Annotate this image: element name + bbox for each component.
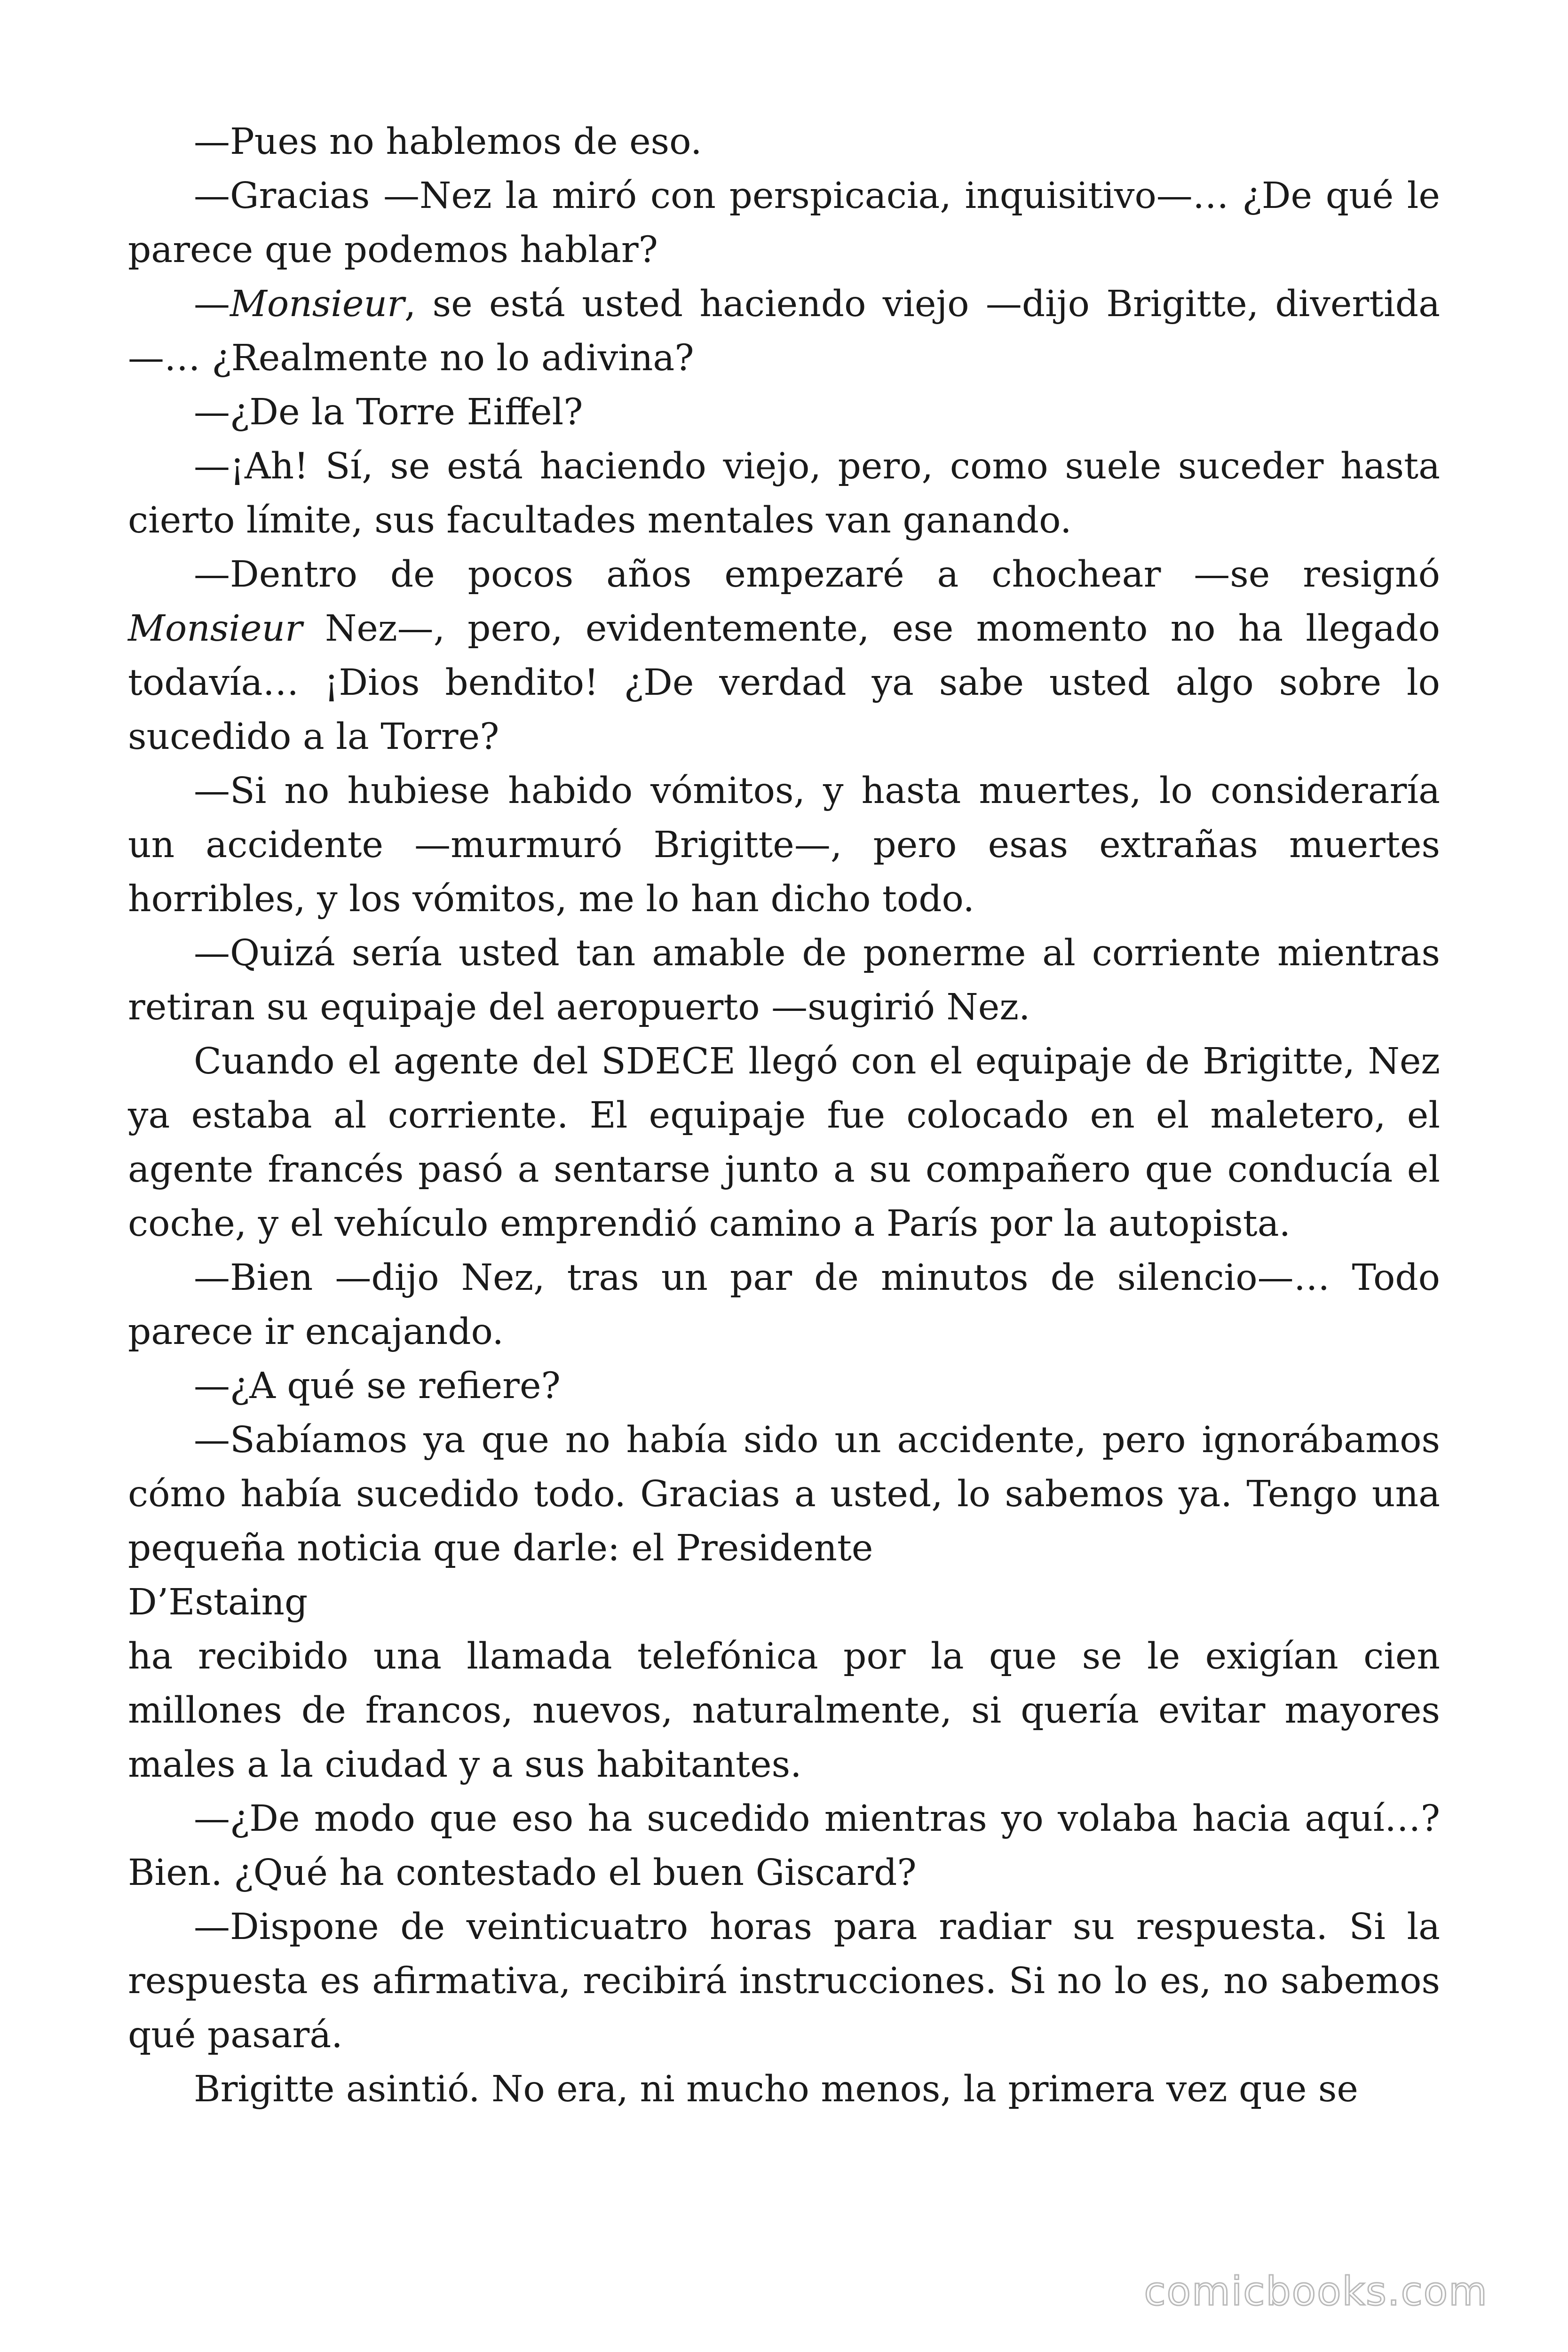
paragraph [128,1792,1440,1900]
text-run: —¿A qué se refiere? [194,1365,561,1407]
text-run: —Dispone de veinticuatro horas para radiar su respuesta. Si la respuesta es afirmativa, recibirá instrucciones. Si no lo es, no sabemos qué pasará. [128,1906,1440,2056]
paragraph [128,548,1440,764]
text-run: —¡Ah! Sí, se está haciendo viejo, pero, como suele suceder hasta cierto límite, sus facultades mentales van ganando. [128,445,1440,541]
paragraph [128,1413,1440,1575]
italic-text: Monsieur [230,283,404,325]
text-run: —Sabíamos ya que no había sido un accidente, pero ignorábamos cómo había sucedido todo. Gracias a usted, lo sabemos ya. Tengo una pequeña noticia que darle: el Presidente [128,1419,1440,1569]
text-run: —Bien —dijo Nez, tras un par de minutos de silencio—… Todo parece ir encajando. [128,1257,1440,1353]
paragraph [128,277,1440,385]
text-run: —¿De la Torre Eiffel? [194,391,583,433]
paragraph [128,1629,1440,1792]
text-run: D’Estaing [128,1581,308,1623]
watermark: comicbooks.com [1144,2268,1488,2314]
text-run: —Gracias —Nez la miró con perspicacia, inquisitivo—… ¿De qué le parece que podemos hablar? [128,175,1440,271]
text-run: , se está usted haciendo viejo —dijo Brigitte, divertida—… ¿Realmente no lo adivina? [128,283,1440,379]
paragraph [128,926,1440,1034]
text-run: Nez—, pero, evidentemente, ese momento no ha llegado todavía… ¡Dios bendito! ¿De verdad ya sabe usted algo sobre lo sucedido a la Torre? [128,608,1440,758]
paragraph [128,764,1440,926]
paragraph [128,169,1440,277]
paragraph [128,1575,1440,1629]
text-run: Brigitte asintió. No era, ni mucho menos, la primera vez que se [194,2068,1358,2110]
body-text [128,115,1440,2116]
text-run: —Dentro de pocos años empezaré a chochear —se resignó [194,554,1440,596]
text-run: —Pues no hablemos de eso. [194,121,702,163]
paragraph [128,1251,1440,1359]
text-run: —Si no hubiese habido vómitos, y hasta muertes, lo consideraría un accidente —murmuró Brigitte—, pero esas extrañas muertes horribles, y los vómitos, me lo han dicho todo. [128,770,1440,920]
text-run: ha recibido una llamada telefónica por la que se le exigían cien millones de francos, nuevos, naturalmente, si quería evitar mayores males a la ciudad y a sus habitantes. [128,1636,1440,1786]
text-run: Cuando el agente del SDECE llegó con el equipaje de Brigitte, Nez ya estaba al corriente. El equipaje fue colocado en el maletero, el agente francés pasó a sentarse junto a su compañero que conducía el coche, y el vehículo emprendió camino a París por la autopista. [128,1041,1440,1245]
paragraph [128,385,1440,439]
text-run: —Quizá sería usted tan amable de ponerme al corriente mientras retiran su equipaje del aeropuerto —sugirió Nez. [128,932,1440,1028]
paragraph [128,1034,1440,1251]
paragraph [128,1900,1440,2062]
paragraph [128,439,1440,548]
paragraph [128,1359,1440,1413]
paragraph [128,115,1440,169]
italic-text: Monsieur [128,608,302,650]
paragraph [128,2062,1440,2116]
text-run: —¿De modo que eso ha sucedido mientras yo volaba hacia aquí…? Bien. ¿Qué ha contestado el buen Giscard? [128,1798,1440,1894]
text-run: — [194,283,230,325]
